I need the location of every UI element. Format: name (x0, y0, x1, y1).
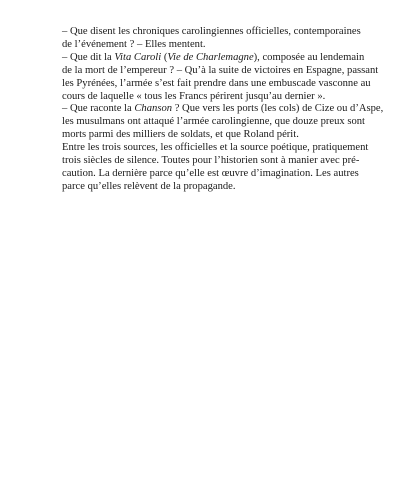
text-run: ? Que vers les ports (les cols) de Cize ou d’Aspe, (172, 103, 384, 115)
text-line: Entre les trois sources, les officielles et la source poétique, pratiquement (62, 142, 369, 154)
paragraph-vita-caroli (62, 51, 379, 104)
title-chanson: Chanson (134, 103, 173, 115)
text-line: morts parmi des milliers de soldats, et que Roland périt. (62, 129, 299, 141)
text-run: – Que raconte la (62, 103, 135, 115)
paragraph-trois-sources (62, 142, 369, 194)
text-line: de la mort de l’empereur ? – Qu’à la suite de victoires en Espagne, passant (62, 64, 379, 76)
text-line (62, 103, 384, 116)
body-text (62, 26, 384, 194)
text-line: parce qu’elles relèvent de la propagande. (62, 180, 236, 192)
text-run: – Que dit la (62, 51, 115, 63)
text-line: caution. La dernière parce qu’elle est œuvre d’imagination. Les autres (62, 167, 359, 179)
title-vita-caroli: Vita Caroli (114, 51, 162, 63)
text-line: les musulmans ont attaqué l’armée carolingienne, que douze preux sont (62, 116, 366, 128)
text-line: trois siècles de silence. Toutes pour l’historien sont à manier avec pré- (62, 155, 360, 167)
text-line: les Pyrénées, l’armée s’est fait prendre dans une embuscade vasconne au (62, 77, 371, 89)
text-line: cours de laquelle « tous les Francs périrent jusqu’au dernier ». (62, 90, 326, 102)
paragraph-chanson (62, 103, 384, 142)
text-line: de l’événement ? – Elles mentent. (62, 38, 206, 50)
text-line: – Que disent les chroniques carolingiennes officielles, contemporaines (62, 26, 361, 37)
text-run: ), composée au lendemain (253, 51, 365, 63)
paragraph-chroniques (62, 26, 361, 52)
text-run: ( (161, 51, 168, 63)
title-vie-de-charlemagne: Vie de Charlemagne (167, 51, 254, 63)
text-line (62, 51, 365, 65)
